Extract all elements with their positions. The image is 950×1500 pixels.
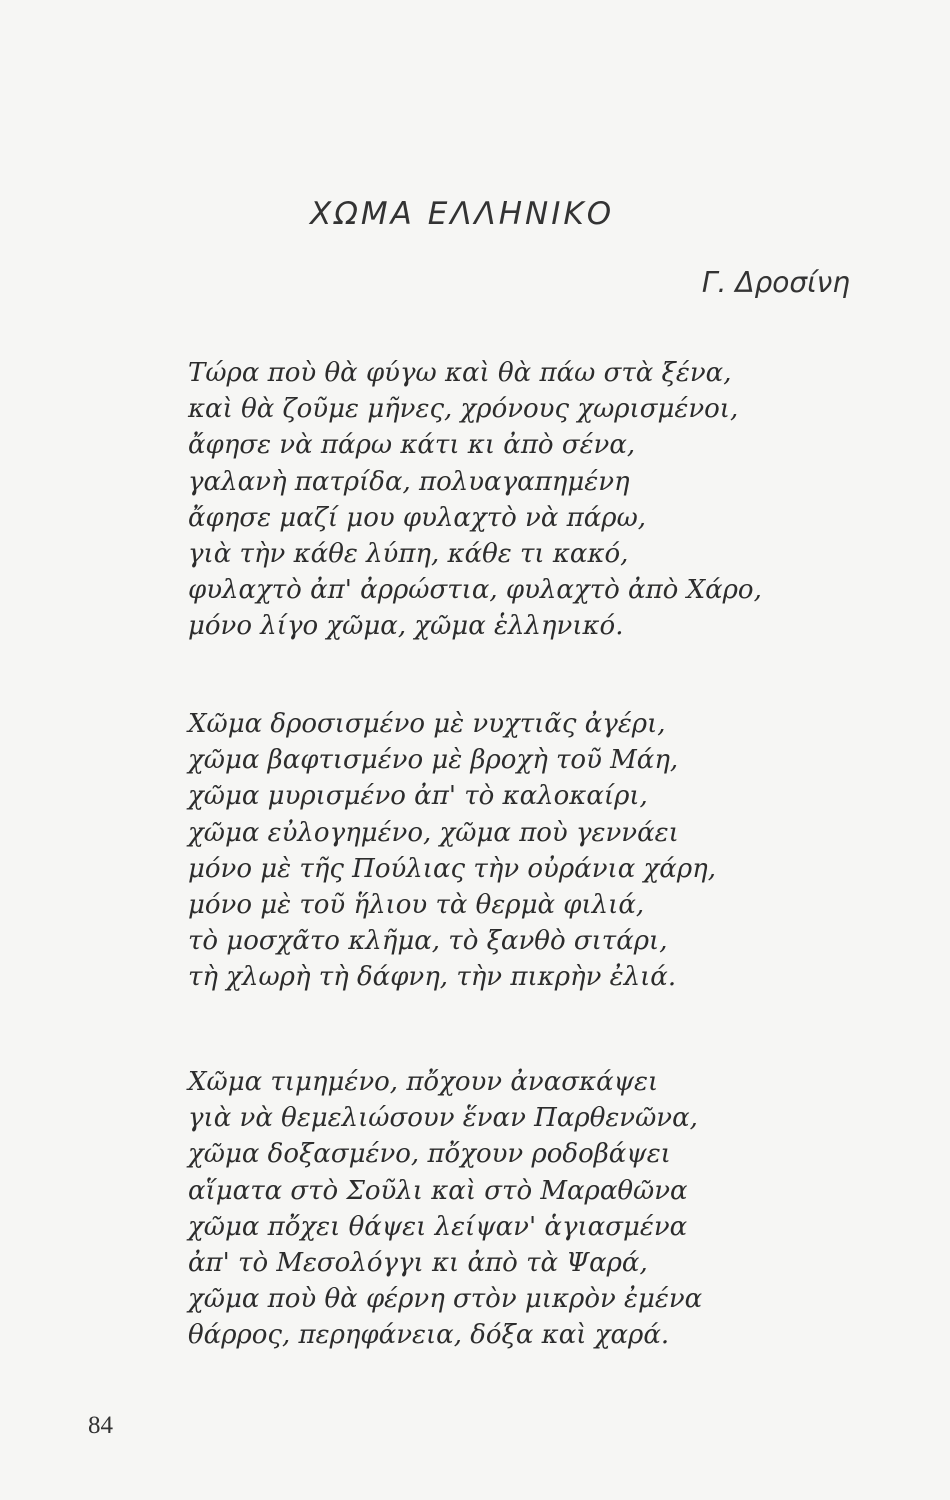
stanza-3 — [188, 1064, 828, 1354]
poem-line: χῶμα δοξασμένο, πὄχουν ροδοβάψει — [188, 1139, 671, 1170]
poem-line: ἄφησε νὰ πάρω κάτι κι ἀπὸ σένα, — [188, 430, 636, 461]
poem-line: φυλαχτὸ ἀπ' ἀρρώστια, φυλαχτὸ ἀπὸ Χάρο, — [188, 575, 762, 606]
poem-line: μόνο λίγο χῶμα, χῶμα ἑλληνικό. — [188, 611, 624, 642]
poem-line: χῶμα πὄχει θάψει λείψαν' ἁγιασμένα — [188, 1211, 688, 1242]
poem-line: Χῶμα δροσισμένο μὲ νυχτιᾶς ἀγέρι, — [188, 709, 666, 739]
stanza-2 — [188, 706, 828, 996]
poem-line: χῶμα εὐλογημένο, χῶμα ποὺ γεννάει — [188, 817, 679, 848]
poem-line: αἵματα στὸ Σοῦλι καὶ στὸ Μαραθῶνα — [188, 1175, 688, 1206]
poem-title: ΧΩΜΑ ΕΛΛΗΝΙΚΟ — [310, 196, 615, 232]
poem-author: Γ. Δροσίνη — [701, 266, 850, 299]
poem-line: γαλανὴ πατρίδα, πολυαγαπημένη — [188, 466, 630, 497]
poem-line: τὸ μοσχᾶτο κλῆμα, τὸ ξανθὸ σιτάρι, — [188, 926, 668, 957]
poem-line: μόνο μὲ τῆς Πούλιας τὴν οὐράνια χάρη, — [188, 853, 716, 884]
poem-line: Τώρα ποὺ θὰ φύγω καὶ θὰ πάω στὰ ξένα, — [188, 358, 732, 388]
poem-line: χῶμα ποὺ θὰ φέρνη στὸν μικρὸν ἐμένα — [188, 1284, 703, 1315]
poem-line: μόνο μὲ τοῦ ἥλιου τὰ θερμὰ φιλιά, — [188, 889, 645, 920]
page-number: 84 — [88, 1412, 113, 1439]
poem-line: Χῶμα τιμημένο, πὄχουν ἀνασκάψει — [188, 1067, 659, 1097]
poem-line: γιὰ τὴν κάθε λύπη, κάθε τι κακό, — [188, 538, 629, 569]
poem-line: χῶμα μυρισμένο ἀπ' τὸ καλοκαίρι, — [188, 781, 648, 812]
poem-line: ἀπ' τὸ Μεσολόγγι κι ἀπὸ τὰ Ψαρά, — [188, 1247, 648, 1278]
poem-line: τὴ χλωρὴ τὴ δάφνη, τὴν πικρὴν ἐλιά. — [188, 962, 677, 993]
stanza-1 — [188, 355, 828, 645]
poem-line: θάρρος, περηφάνεια, δόξα καὶ χαρά. — [188, 1320, 670, 1351]
poem-line: χῶμα βαφτισμένο μὲ βροχὴ τοῦ Μάη, — [188, 745, 679, 776]
poem-line: καὶ θὰ ζοῦμε μῆνες, χρόνους χωρισμένοι, — [188, 394, 739, 425]
poem-line: γιὰ νὰ θεμελιώσουν ἕναν Παρθενῶνα, — [188, 1103, 698, 1134]
poem-line: ἄφησε μαζί μου φυλαχτὸ νὰ πάρω, — [188, 502, 647, 533]
